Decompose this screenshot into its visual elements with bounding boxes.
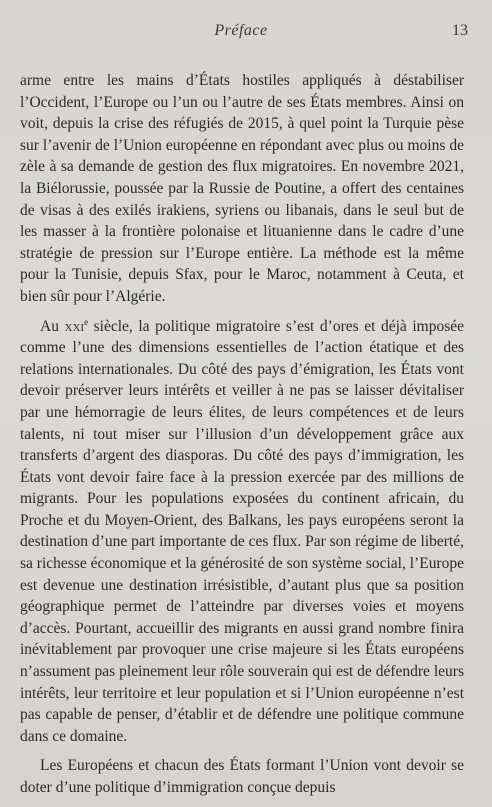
paragraph-body: siècle, la politique migratoire s’est d’ores et déjà imposée comme l’une des dimensions essentielles de l’action étatique et des relations internationales. Du côté des pays d’émigration, les États vont devoir préserver leurs intérêts et veiller à ne pas se laisser dévitaliser par une hémorragie de leurs élites, de leurs compétences et de leurs talents, ni tout miser sur l’illusion d’un développement grâce aux transferts d’argent des diasporas. Du côté des pays d’immigration, les États vont devoir faire face à la pression exercée par des millions de migrants. Pour les populations exposées du continent africain, du Proche et du Moyen-Orient, des Balkans, les pays européens seront la destination d’une part importante de ces flux. Par son régime de liberté, sa richesse économique et la générosité de son système social, l’Europe est devenue une destination irrésistible, d’autant plus que sa position géographique permet de l’atteindre par diverses voies et moyens d’accès. Pourtant, accueillir des migrants en aussi grand nombre finira inévitablement par provoquer une crise majeure si les États européens n’assument pas pleinement leur rôle souverain qui est de défendre leurs intérêts, leur territoire et leur population et si l’Union européenne n’est pas capable de penser, d’établir et de défendre une politique commune dans ce domaine.: [20, 317, 464, 745]
body-text: [20, 70, 464, 807]
page-number: 13: [452, 22, 468, 39]
century-superscript: e: [84, 316, 89, 327]
running-head-title: Préface: [214, 22, 268, 39]
paragraph-europeans: Les Européens et chacun des États formant l’Union vont devoir se doter d’une politique d’immigration conçue depuis: [20, 757, 464, 796]
century-numeral: xxi: [64, 317, 85, 335]
paragraph-lead: Au: [40, 317, 65, 335]
running-header: [20, 22, 468, 52]
paragraph-continued: arme entre les mains d’États hostiles appliqués à déstabiliser l’Occident, l’Europe ou l’un ou l’autre de ses États membres. Ainsi on voit, depuis la crise des réfugiés de 2015, à quel point la Turquie pèse sur l’avenir de l’Union européenne en répondant avec plus ou moins de zèle à sa demande de gestion des flux migratoires. En novembre 2021, la Biélorussie, poussée par la Russie de Poutine, a offert des centaines de visas à des exilés irakiens, syriens ou libanais, dans le seul but de les masser à la frontière polonaise et lituanienne dans le cadre d’une stratégie de pression sur l’Europe entière. La méthode est la même pour la Tunisie, depuis Sfax, pour le Maroc, notamment à Ceuta, et bien sûr pour l’Algérie.: [20, 72, 464, 305]
paragraph-xxi-century: [20, 316, 464, 748]
